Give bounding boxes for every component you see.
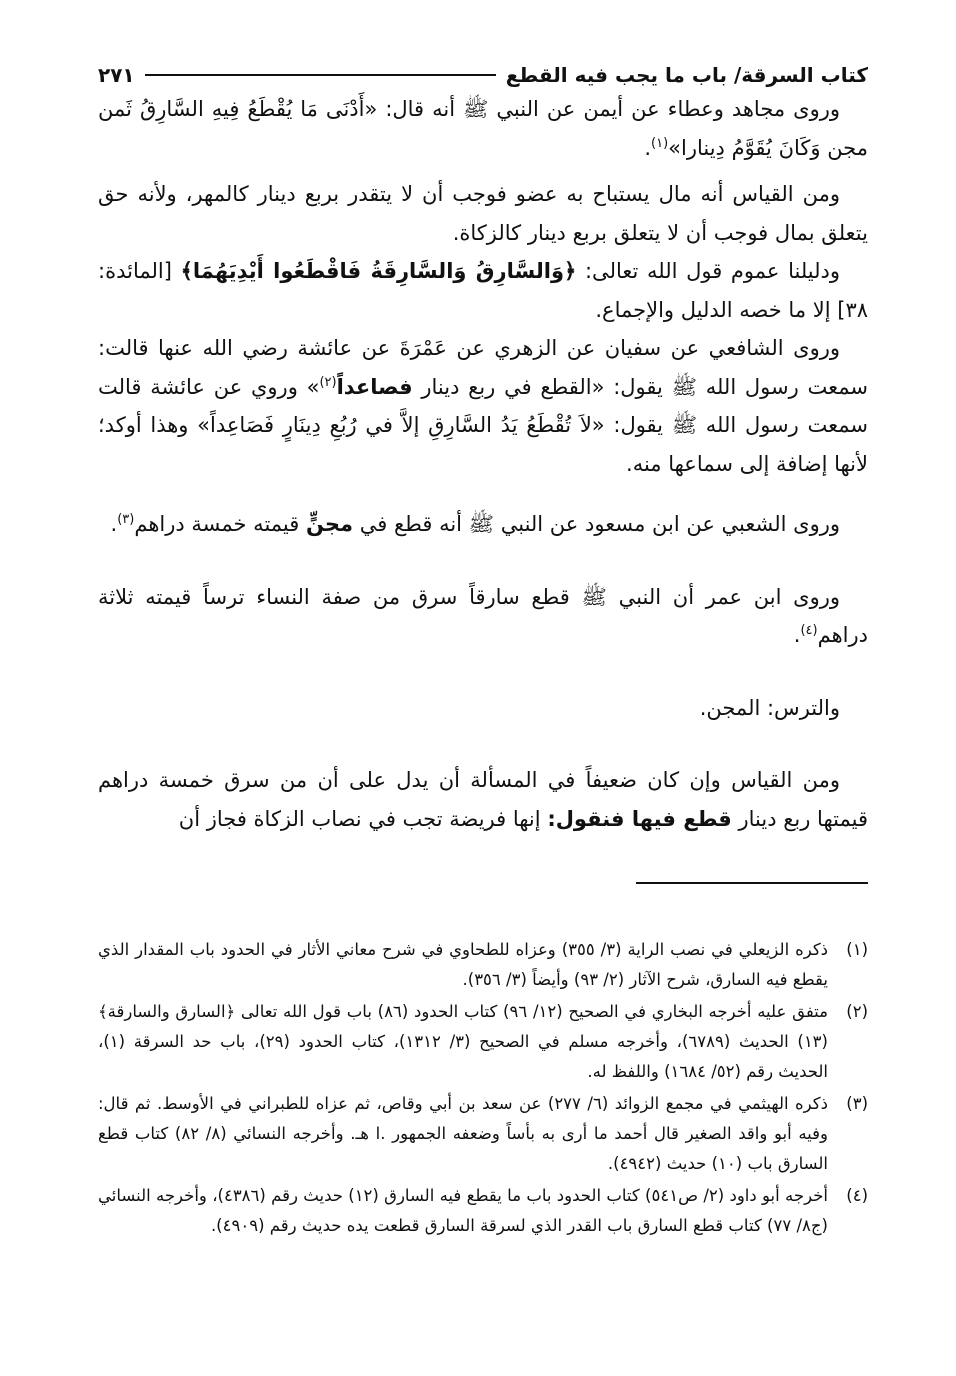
paragraph-3-ref: [المائدة: ٣٨] إلا ما خصه الدليل والإجماع. bbox=[98, 259, 868, 322]
header-rule bbox=[145, 74, 496, 76]
footnote-ref-4: (٤) bbox=[800, 623, 818, 638]
paragraph-5-text-a: وروى الشعبي عن ابن مسعود عن النبي ﷺ أنه قطع في bbox=[359, 512, 840, 536]
chapter-title: كتاب السرقة/ باب ما يجب فيه القطع bbox=[505, 63, 868, 87]
running-header bbox=[98, 58, 868, 92]
footnote-text: أخرجه أبو داود (٢/ ص٥٤١) كتاب الحدود باب ما يقطع فيه السارق (١٢) حديث رقم (٤٣٨٦)، وأخرجه النسائي (ج٨/ ٧٧) كتاب قطع السارق باب القدر الذي لسرقة السارق قطعت يده حديث رقم (٤٩٠٩). bbox=[98, 1186, 828, 1235]
footnote-text: ذكره الزيعلي في نصب الراية (٣/ ٣٥٥) وعزاه للطحاوي في شرح معاني الأثار في الحدود باب المقدار الذي يقطع فيه السارق، شرح الآثار (٢/ ٩٣) وأيضاً (٣/ ٣٥٦). bbox=[98, 940, 829, 989]
main-text bbox=[98, 90, 868, 838]
footnote-number: (٤) bbox=[846, 1186, 868, 1205]
footnote-2 bbox=[98, 997, 868, 1087]
paragraph-5-bold: مجنٍّ bbox=[306, 512, 354, 536]
footnote-ref-2: (٢) bbox=[319, 374, 337, 390]
paragraph-3 bbox=[98, 252, 868, 329]
paragraph-4-text-a: وروى الشافعي عن سفيان عن الزهري عن عَمْرَةَ عن عائشة رضي الله عنها قالت: سمعت رسول الله ﷺ يقول: «القطع في ربع دينار bbox=[98, 336, 868, 399]
paragraph-8 bbox=[98, 761, 868, 838]
footnote-number: (٢) bbox=[846, 1002, 868, 1021]
footnote-1 bbox=[98, 935, 868, 995]
paragraph-1: وروى مجاهد وعطاء عن أيمن عن النبي ﷺ أنه قال: «أَدْنَى مَا يُقْطَعُ فِيهِ السَّارِقُ ثَمن مجن وَكَانَ يُقَوَّمُ دِينارا»$^{(١)}$. bbox=[98, 97, 868, 160]
paragraph-4 bbox=[98, 329, 868, 483]
footnote-ref-3: (٣) bbox=[117, 512, 135, 527]
paragraph-4-text-b: » وروي عن عائشة قالت سمعت رسول الله ﷺ يقول: «لاَ تُقْطَعُ يَدُ السَّارِقِ إلاَّ في رُبُعِ دِينَارٍ فَصَاعِداً» وهذا أوكد؛ لأنها إضافة إلى سماعها منه. bbox=[98, 374, 868, 476]
quran-verse: ﴿وَالسَّارِقُ وَالسَّارِقَةُ فَاقْطَعُوا أَيْدِيَهُمَا﴾ bbox=[180, 259, 577, 283]
paragraph-6-text: وروى ابن عمر أن النبي ﷺ قطع سارقاً سرق من صفة النساء ترساً قيمته ثلاثة دراهم bbox=[98, 584, 868, 647]
paragraph-5-text-b: قيمته خمسة دراهم bbox=[134, 512, 300, 536]
footnote-3 bbox=[98, 1089, 868, 1179]
paragraph-1-text: وروى مجاهد وعطاء عن أيمن عن النبي ﷺ أنه قال: «أَدْنَى مَا يُقْطَعُ فِيهِ السَّارِقُ ثَمن مجن وَكَانَ يُقَوَّمُ دِينارا» bbox=[98, 97, 868, 160]
paragraph-2: ومن القياس أنه مال يستباح به عضو فوجب أن لا يتقدر بربع دينار كالمهر، ولأنه حق يتعلق بمال فوجب أن لا يتعلق بربع دينار كالزكاة. bbox=[98, 182, 868, 245]
paragraph-6: وروى ابن عمر أن النبي ﷺ قطع سارقاً سرق من صفة النساء ترساً قيمته ثلاثة دراهم$^{(٤)}$. bbox=[98, 584, 868, 647]
page-number: ٢٧١ bbox=[98, 63, 135, 87]
paragraph-5: وروى الشعبي عن ابن مسعود عن النبي ﷺ أنه قطع في مجنٍّ قيمته خمسة دراهم$^{(٣)}$. bbox=[110, 512, 840, 536]
paragraph-8-bold: قطع فيها فنقول: bbox=[547, 806, 732, 831]
paragraph-4-bold: فصاعداً bbox=[336, 374, 413, 399]
footnote-ref-1: (١) bbox=[651, 135, 669, 151]
footnote-number: (١) bbox=[846, 940, 868, 959]
paragraph-8-text-b: إنها فريضة تجب في نصاب الزكاة فجاز أن bbox=[178, 806, 541, 831]
paragraph-7: والترس: المجن. bbox=[699, 695, 840, 720]
footnote-text: ذكره الهيثمي في مجمع الزوائد (٦/ ٢٧٧) عن سعد بن أبي وقاص، ثم عزاه للطبراني في الأوسط. ثم قال: وفيه أبو واقد الصغير قال أحمد ما أرى به بأساً وضعفه الجمهور .ا هـ. وأخرجه النسائي (٨/ ٨٢) كتاب قطع السارق باب (١٠) حديث (٤٩٤٢). bbox=[98, 1094, 829, 1173]
footnote-separator bbox=[636, 882, 868, 884]
footnotes bbox=[98, 935, 868, 1243]
footnote-number: (٣) bbox=[846, 1094, 868, 1113]
footnote-text: متفق عليه أخرجه البخاري في الصحيح (١٢/ ٩٦) كتاب الحدود (٨٦) باب قول الله تعالى ﴿السارق والسارقة﴾ (١٣) الحديث (٦٧٨٩)، وأخرجه مسلم في الصحيح (٣/ ١٣١٢)، كتاب الحدود (٢٩)، باب حد السرقة (١)، الحديث رقم (٥٢/ ١٦٨٤) واللفظ له. bbox=[98, 1002, 828, 1081]
paragraph-8-text-a: ومن القياس وإن كان ضعيفاً في المسألة أن يدل على أن من سرق خمسة دراهم قيمتها ربع دينار bbox=[98, 768, 868, 831]
footnote-4 bbox=[98, 1181, 868, 1241]
paragraph-3-intro: ودليلنا عموم قول الله تعالى: bbox=[584, 259, 840, 283]
